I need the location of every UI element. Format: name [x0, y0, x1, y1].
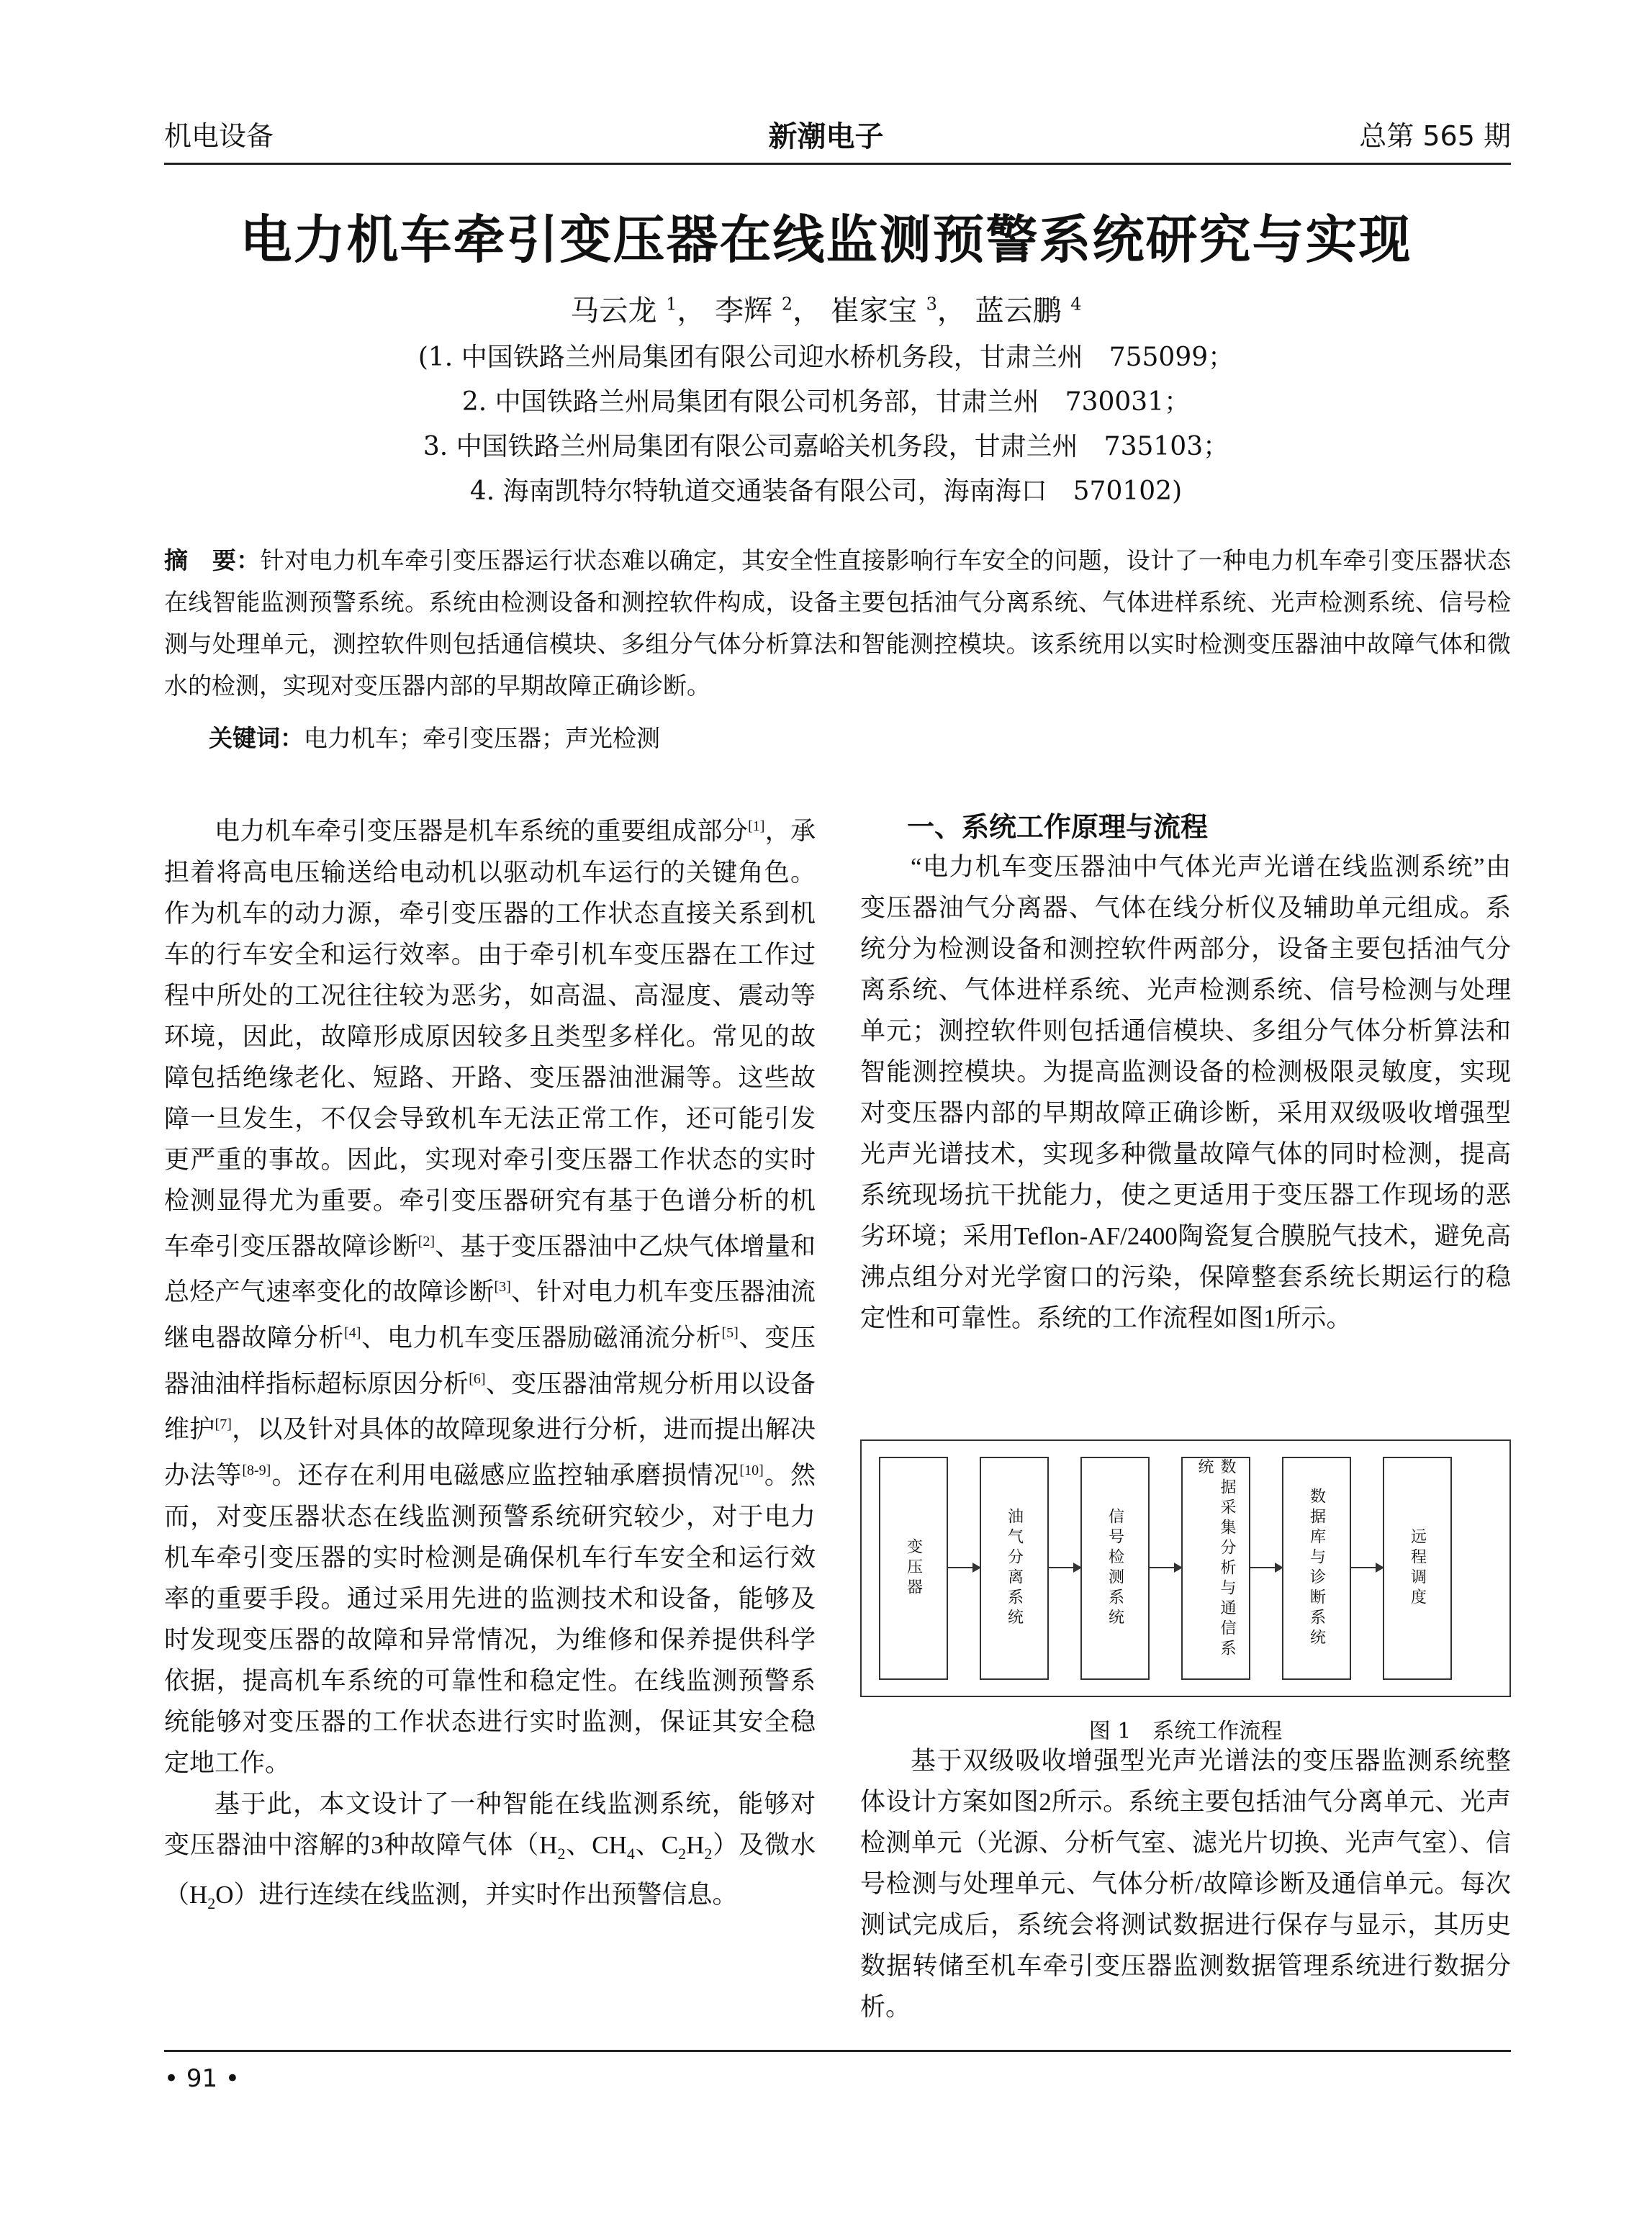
right-column-text	[860, 1740, 1511, 2028]
flow-box: 油气分离系统	[980, 1457, 1049, 1680]
intro-paragraph: 电力机车牵引变压器是机车系统的重要组成部分[1]，承担着将高电压输送给电动机以驱动机车运行的关键角色。作为机车的动力源，牵引变压器的工作状态直接关系到机车的行车安全和运行效率。由于牵引机车变压器在工作过程中所处的工况往往较为恶劣，如高温、高湿度、震动等环境，因此，故障形成原因较多且类型多样化。常见的故障包括绝缘老化、短路、开路、变压器油泄漏等。这些故障一旦发生，不仅会导致机车无法正常工作，还可能引发更严重的事故。因此，实现对牵引变压器工作状态的实时检测显得尤为重要。牵引变压器研究有基于色谱分析的机车牵引变压器故障诊断[2]、基于变压器油中乙炔气体增量和总烃产气速率变化的故障诊断[3]、针对电力机车变压器油流继电器故障分析[4]、电力机车变压器励磁涌流分析[5]、变压器油油样指标超标原因分析[6]、变压器油常规分析用以设备维护[7]，以及针对具体的故障现象进行分析，进而提出解决办法等[8-9]。还存在利用电磁感应监控轴承磨损情况[10]。然而，对变压器状态在线监测预警系统研究较少，对于电力机车牵引变压器的实时检测是确保机车行车安全和运行效率的重要手段。通过采用先进的监测技术和设备，能够及时发现变压器的故障和异常情况，为维修和保养提供科学依据，提高机车系统的可靠性和稳定性。在线监测预警系统能够对变压器的工作状态进行实时监测，保证其安全稳定地工作。	[164, 817, 816, 1777]
body-paragraph: “电力机车变压器油中气体光声光谱在线监测系统”由变压器油气分离器、气体在线分析仪及辅助单元组成。系统分为检测设备和测控软件两部分，设备主要包括油气分离系统、气体进样系统、光声检测系统、信号检测与处理单元；测控软件则包括通信模块、多组分气体分析算法和智能测控模块。为提高监测设备的检测极限灵敏度，实现对变压器内部的早期故障正确诊断，采用双级吸收增强型光声光谱技术，实现多种微量故障气体的同时检测，提高系统现场抗干扰能力，使之更适用于变压器工作现场的恶劣环境；采用Teflon-AF/2400陶瓷复合膜脱气技术，避免高沸点组分对光学窗口的污染，保障整套系统长期运行的稳定性和可靠性。系统的工作流程如图1所示。	[860, 853, 1511, 1332]
flow-arrow	[948, 1567, 980, 1568]
right-column-text	[860, 846, 1511, 1339]
flow-arrow	[1351, 1567, 1383, 1568]
citation[interactable]: [3]	[494, 1279, 511, 1296]
abstract-text: 针对电力机车牵引变压器运行状态难以确定，其安全性直接影响行车安全的问题，设计了一种电力机车牵引变压器状态在线智能监测预警系统。系统由检测设备和测控软件构成，设备主要包括油气分离系统、气体进样系统、光声检测系统、信号检测与处理单元，测控软件则包括通信模块、多组分气体分析算法和智能测控模块。该系统用以实时检测变压器油中故障气体和微水的检测，实现对变压器内部的早期故障正确诊断。	[164, 546, 1512, 700]
keywords-text: 电力机车；牵引变压器；声光检测	[304, 724, 660, 752]
author-list: 马云龙 $^1$， 李辉 $^2$， 崔家宝 $^3$， 蓝云鹏 $^4$	[570, 294, 1082, 327]
author-sup: 2	[781, 294, 793, 315]
citation[interactable]: [4]	[344, 1324, 361, 1341]
affiliation-line: (1. 中国铁路兰州局集团有限公司迎水桥机务段，甘肃兰州 755099；	[417, 343, 1235, 372]
affiliation-line: 4. 海南凯特尔特轨道交通装备有限公司，海南海口 570102)	[469, 476, 1183, 506]
citation[interactable]: [10]	[739, 1462, 764, 1478]
citation[interactable]: [2]	[417, 1233, 435, 1249]
flow-arrow	[1049, 1567, 1080, 1568]
flow-arrow	[1150, 1567, 1181, 1568]
author-sup: 3	[926, 294, 937, 315]
flow-box: 数据采集分析与通信系统	[1181, 1457, 1250, 1680]
figure-flow-diagram	[860, 1439, 1511, 1697]
abstract-label: 摘 要：	[164, 547, 261, 574]
author-name: 李辉	[715, 294, 773, 327]
intro-paragraph: 基于此，本文设计了一种智能在线监测系统，能够对变压器油中溶解的3种故障气体（$H_2$、$CH_4$、$C_2H_2$）及微水$(H_2O)$进行连续在线监测，并实时作出预警信息。	[164, 1789, 816, 1912]
journal-name: 新潮电子	[768, 120, 884, 153]
author-name: 崔家宝	[830, 294, 917, 327]
citation[interactable]: [5]	[721, 1324, 739, 1341]
footer-rule	[164, 2050, 1511, 2052]
flow-box: 信号检测系统	[1080, 1457, 1150, 1680]
citation[interactable]: [6]	[469, 1370, 486, 1387]
citation[interactable]: [7]	[215, 1416, 232, 1433]
author-sup: 1	[666, 294, 677, 315]
figure-caption: 图 1 系统工作流程	[1088, 1719, 1283, 1744]
author-name: 马云龙	[570, 294, 657, 327]
issue-number: 总第 565 期	[1359, 120, 1511, 152]
author-name: 蓝云鹏	[975, 294, 1062, 327]
author-sup: 4	[1070, 294, 1082, 315]
body-paragraph: 基于双级吸收增强型光声光谱法的变压器监测系统整体设计方案如图2所示。系统主要包括油气分离单元、光声检测单元（光源、分析气室、滤光片切换、光声气室）、信号检测与处理单元、气体分析/故障诊断及通信单元。每次测试完成后，系统会将测试数据进行保存与显示，其历史数据转储至机车牵引变压器监测数据管理系统进行数据分析。	[860, 1747, 1511, 2021]
flow-box: 变压器	[879, 1457, 948, 1680]
section-heading: 一、系统工作原理与流程	[907, 811, 1209, 843]
page-number: • 91 •	[164, 2064, 240, 2093]
abstract	[164, 540, 1511, 707]
citation[interactable]: [1]	[748, 818, 765, 834]
journal-section: 机电设备	[164, 120, 274, 152]
flow-box: 数据库与诊断系统	[1282, 1457, 1351, 1680]
keywords	[209, 720, 660, 754]
affiliation-line: 3. 中国铁路兰州局集团有限公司嘉峪关机务段，甘肃兰州 735103；	[423, 432, 1229, 461]
citation[interactable]: [8-9]	[242, 1462, 271, 1478]
flow-arrow	[1250, 1567, 1282, 1568]
paper-title: 电力机车牵引变压器在线监测预警系统研究与实现	[240, 209, 1412, 270]
affiliation-line: 2. 中国铁路兰州局集团有限公司机务部，甘肃兰州 730031；	[461, 387, 1191, 417]
header-rule	[164, 163, 1511, 165]
flow-box: 远程调度	[1383, 1457, 1452, 1680]
keywords-label: 关键词：	[209, 725, 304, 751]
left-column	[164, 806, 816, 1924]
